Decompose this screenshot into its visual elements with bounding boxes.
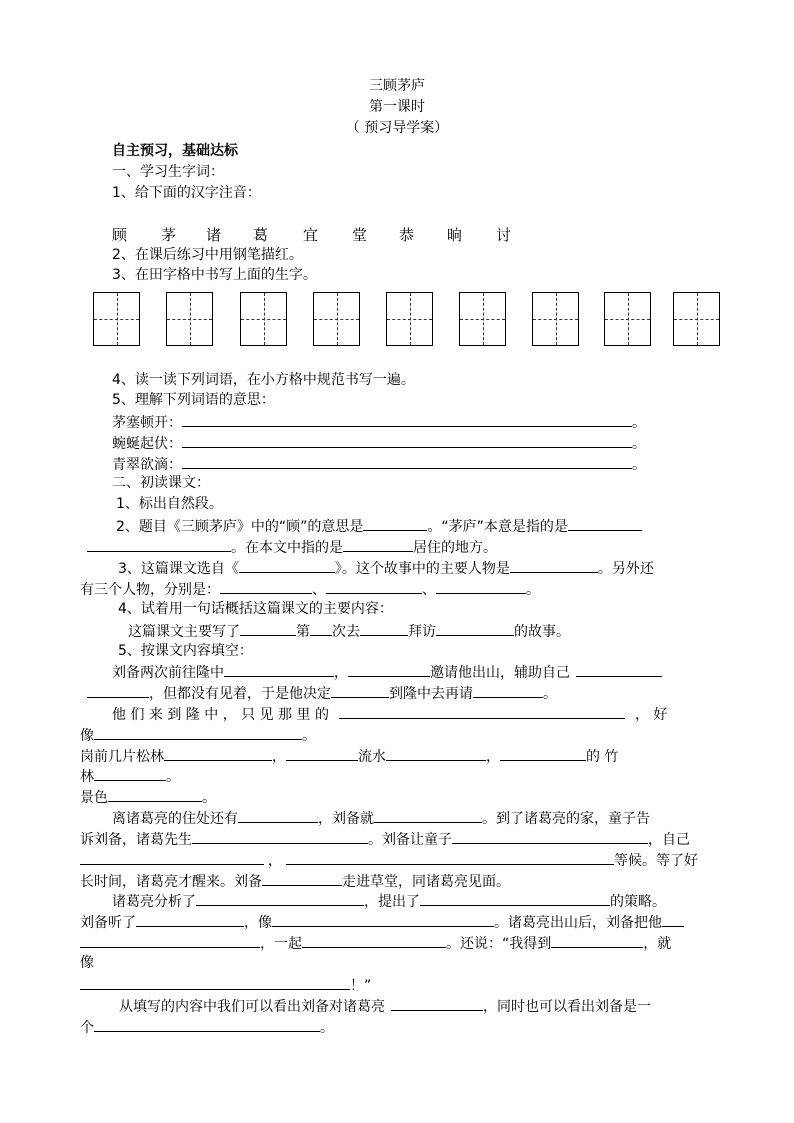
answer-blank[interactable] xyxy=(286,746,358,761)
question-1: 1、给下面的汉字注音： xyxy=(112,185,261,201)
writing-grid[interactable] xyxy=(532,292,579,346)
text: ，一起 xyxy=(260,936,302,952)
writing-grid[interactable] xyxy=(386,292,433,346)
part1-heading: 一、学习生字词： xyxy=(112,164,224,180)
text: 。诸葛亮出山后，刘备把他 xyxy=(494,915,662,931)
reading-4: 4、试着用一句话概括这篇课文的主要内容： xyxy=(118,601,393,617)
writing-grid[interactable] xyxy=(459,292,506,346)
char-6: 堂 xyxy=(352,226,368,244)
text: 像 xyxy=(80,955,94,971)
text: 个 xyxy=(80,1020,94,1036)
word-row xyxy=(112,433,646,453)
answer-blank[interactable] xyxy=(360,621,408,636)
answer-blank[interactable] xyxy=(272,912,494,927)
answer-blank[interactable] xyxy=(374,808,482,823)
text: ， 好 xyxy=(634,707,668,723)
end-mark: 。 xyxy=(632,415,646,431)
text: ， xyxy=(272,749,286,765)
text: 》。这个故事中的主要人物是 xyxy=(334,561,510,577)
word-label: 茅塞顿开： xyxy=(112,415,182,431)
text: 邀请他出山，辅助自己 xyxy=(430,665,570,681)
text: ！” xyxy=(350,978,372,994)
answer-blank[interactable] xyxy=(164,746,272,761)
text: 这篇课文主要写了 xyxy=(128,624,240,640)
fill-line xyxy=(80,725,316,745)
word-label: 蜿蜒起伏： xyxy=(112,436,182,452)
text: 诉刘备，诸葛先生 xyxy=(80,832,192,848)
text: 刘备听了 xyxy=(80,915,136,931)
answer-blank[interactable] xyxy=(80,933,260,948)
text: 居住的地方。 xyxy=(413,540,497,556)
writing-grid[interactable] xyxy=(166,292,213,346)
text: 第 xyxy=(296,624,310,640)
fill-line xyxy=(80,829,690,849)
text: 走进草堂，同诸葛亮见面。 xyxy=(342,874,510,890)
reading-2-line1 xyxy=(116,516,642,536)
char-7: 恭 xyxy=(399,226,415,244)
fill-line xyxy=(80,871,510,891)
char-2: 茅 xyxy=(161,226,177,244)
text: 3、这篇课文选自《 xyxy=(118,561,239,577)
text: 诸葛亮分析了 xyxy=(112,894,196,910)
answer-blank[interactable] xyxy=(220,579,312,594)
answer-blank[interactable] xyxy=(302,933,446,948)
fill-line xyxy=(87,683,557,703)
part2-heading: 二、初读课文： xyxy=(112,475,210,491)
text: 等候。等了好 xyxy=(614,853,698,869)
text: 。还说：“我得到 xyxy=(446,936,552,952)
fill-line xyxy=(80,954,94,972)
answer-blank[interactable] xyxy=(80,975,350,990)
answer-blank[interactable] xyxy=(87,537,231,552)
answer-blank[interactable] xyxy=(339,704,625,719)
text: 。在本文中指的是 xyxy=(231,540,343,556)
writing-grid[interactable] xyxy=(313,292,360,346)
text: 。“茅庐”本意是指的是 xyxy=(427,519,568,535)
answer-blank[interactable] xyxy=(500,746,586,761)
answer-blank[interactable] xyxy=(238,808,318,823)
answer-blank[interactable] xyxy=(568,516,642,531)
answer-blank[interactable] xyxy=(386,746,486,761)
text: 的 竹 xyxy=(586,749,619,765)
word-label: 青翠欲滴： xyxy=(112,457,182,473)
text: 。 xyxy=(302,728,316,744)
answer-blank[interactable] xyxy=(136,912,244,927)
text: 刘备两次前往隆中 xyxy=(112,665,224,681)
text: ，同时也可以看出刘备是一 xyxy=(483,999,651,1015)
fill-line xyxy=(80,975,371,995)
char-3: 诸 xyxy=(206,226,222,244)
text: ，提出了 xyxy=(364,894,420,910)
text: 。 xyxy=(320,1020,334,1036)
answer-blank[interactable] xyxy=(473,683,543,698)
text: 。 xyxy=(526,582,540,598)
reading-3-line1 xyxy=(118,558,654,578)
text: ， xyxy=(486,749,500,765)
text: 长时间，诸葛亮才醒来。刘备 xyxy=(80,874,262,890)
answer-blank[interactable] xyxy=(452,829,648,844)
text: ，但都没有见着，于是他决定 xyxy=(149,686,331,702)
answer-blank[interactable] xyxy=(94,725,302,740)
char-9: 讨 xyxy=(496,226,512,244)
end-mark: 。 xyxy=(632,436,646,452)
section-heading: 自主预习，基础达标 xyxy=(112,143,238,159)
text: ， xyxy=(334,665,348,681)
text: 、 xyxy=(422,582,436,598)
answer-blank[interactable] xyxy=(510,558,598,573)
fill-line xyxy=(112,662,662,682)
word-row xyxy=(112,412,646,432)
fill-line xyxy=(80,746,618,766)
writing-grid[interactable] xyxy=(673,292,720,346)
answer-blank[interactable] xyxy=(192,829,368,844)
answer-blank[interactable] xyxy=(182,454,632,469)
answer-blank[interactable] xyxy=(94,1017,320,1032)
text: 像 xyxy=(80,728,94,744)
question-5: 5、理解下列词语的意思： xyxy=(112,392,275,408)
answer-blank[interactable] xyxy=(348,662,430,677)
text: 林 xyxy=(80,769,94,785)
end-mark: 。 xyxy=(632,457,646,473)
answer-blank[interactable] xyxy=(224,662,334,677)
fill-line xyxy=(112,704,667,724)
question-3: 3、在田字格中书写上面的生字。 xyxy=(112,267,317,283)
fill-line xyxy=(112,808,650,828)
text: 岗前几片松林 xyxy=(80,749,164,765)
text: 。 xyxy=(166,769,180,785)
fill-line xyxy=(80,766,180,786)
answer-blank[interactable] xyxy=(436,579,526,594)
answer-blank[interactable] xyxy=(286,850,614,865)
answer-blank[interactable] xyxy=(182,433,632,448)
fill-line xyxy=(80,1017,334,1037)
text: 到隆中去再请 xyxy=(389,686,473,702)
reading-4-answer xyxy=(128,621,570,641)
text: 流水 xyxy=(358,749,386,765)
writing-grid[interactable] xyxy=(93,292,140,346)
text: ， xyxy=(268,853,282,869)
fill-line xyxy=(80,912,684,932)
reading-5: 5、按课文内容填空： xyxy=(118,643,253,659)
text: 拜访 xyxy=(408,624,436,640)
fill-line xyxy=(112,891,666,911)
text: 的故事。 xyxy=(514,624,570,640)
answer-blank[interactable] xyxy=(420,891,610,906)
reading-3-line2 xyxy=(80,579,540,599)
text: 。到了诸葛亮的家，童子告 xyxy=(482,811,650,827)
text: ，像 xyxy=(244,915,272,931)
question-4: 4、读一读下列词语，在小方格中规范书写一遍。 xyxy=(112,372,415,388)
writing-grid[interactable] xyxy=(604,292,651,346)
char-8: 晌 xyxy=(447,226,463,244)
lesson-subtitle: 第一课时 xyxy=(369,99,425,115)
text: 离诸葛亮的住处还有 xyxy=(112,811,238,827)
answer-blank[interactable] xyxy=(576,662,662,677)
answer-blank[interactable] xyxy=(196,891,364,906)
answer-blank[interactable] xyxy=(331,683,389,698)
answer-blank[interactable] xyxy=(94,766,166,781)
question-2: 2、在课后练习中用钢笔描红。 xyxy=(112,247,303,263)
answer-blank[interactable] xyxy=(80,850,264,865)
answer-blank[interactable] xyxy=(436,621,514,636)
char-5: 宜 xyxy=(303,226,319,244)
fill-line xyxy=(80,850,698,870)
text: ，自己 xyxy=(648,832,690,848)
text: 次去 xyxy=(332,624,360,640)
text: ，就 xyxy=(643,936,672,952)
fill-line xyxy=(119,996,651,1016)
writing-grid[interactable] xyxy=(240,292,287,346)
text: 他 们 来 到 隆 中 ， 只 见 那 里 的 xyxy=(112,707,329,723)
reading-2-line2 xyxy=(87,537,497,557)
reading-1: 1、标出自然段。 xyxy=(116,496,223,512)
answer-blank[interactable] xyxy=(262,871,342,886)
char-1: 顾 xyxy=(112,226,128,244)
text: 景色 xyxy=(80,790,108,806)
answer-blank[interactable] xyxy=(182,412,632,427)
answer-blank[interactable] xyxy=(239,558,335,573)
text: 。 xyxy=(543,686,557,702)
text: 、 xyxy=(312,582,326,598)
answer-blank[interactable] xyxy=(551,933,643,948)
answer-blank[interactable] xyxy=(391,996,483,1011)
answer-blank[interactable] xyxy=(662,912,684,927)
lesson-mode: （ 预习导学案） xyxy=(345,120,449,136)
answer-blank[interactable] xyxy=(240,621,296,636)
answer-blank[interactable] xyxy=(108,787,202,802)
answer-blank[interactable] xyxy=(343,537,413,552)
text: 2、题目《三顾茅庐》中的“顾”的意思是 xyxy=(116,519,364,535)
answer-blank[interactable] xyxy=(363,516,427,531)
fill-line xyxy=(80,787,216,807)
answer-blank[interactable] xyxy=(326,579,422,594)
answer-blank[interactable] xyxy=(310,621,332,636)
page-title: 三顾茅庐 xyxy=(369,78,425,94)
text: 。另外还 xyxy=(597,561,654,577)
word-row xyxy=(112,454,646,474)
text: ，刘备就 xyxy=(318,811,374,827)
answer-blank[interactable] xyxy=(87,683,149,698)
char-4: 葛 xyxy=(253,226,269,244)
text: 。 xyxy=(202,790,216,806)
text: 的策略。 xyxy=(610,894,666,910)
fill-line xyxy=(80,933,671,953)
text: 。刘备让童子 xyxy=(368,832,452,848)
text: 有三个人物，分别是： xyxy=(80,582,220,598)
text: 从填写的内容中我们可以看出刘备对诸葛亮 xyxy=(119,999,385,1015)
